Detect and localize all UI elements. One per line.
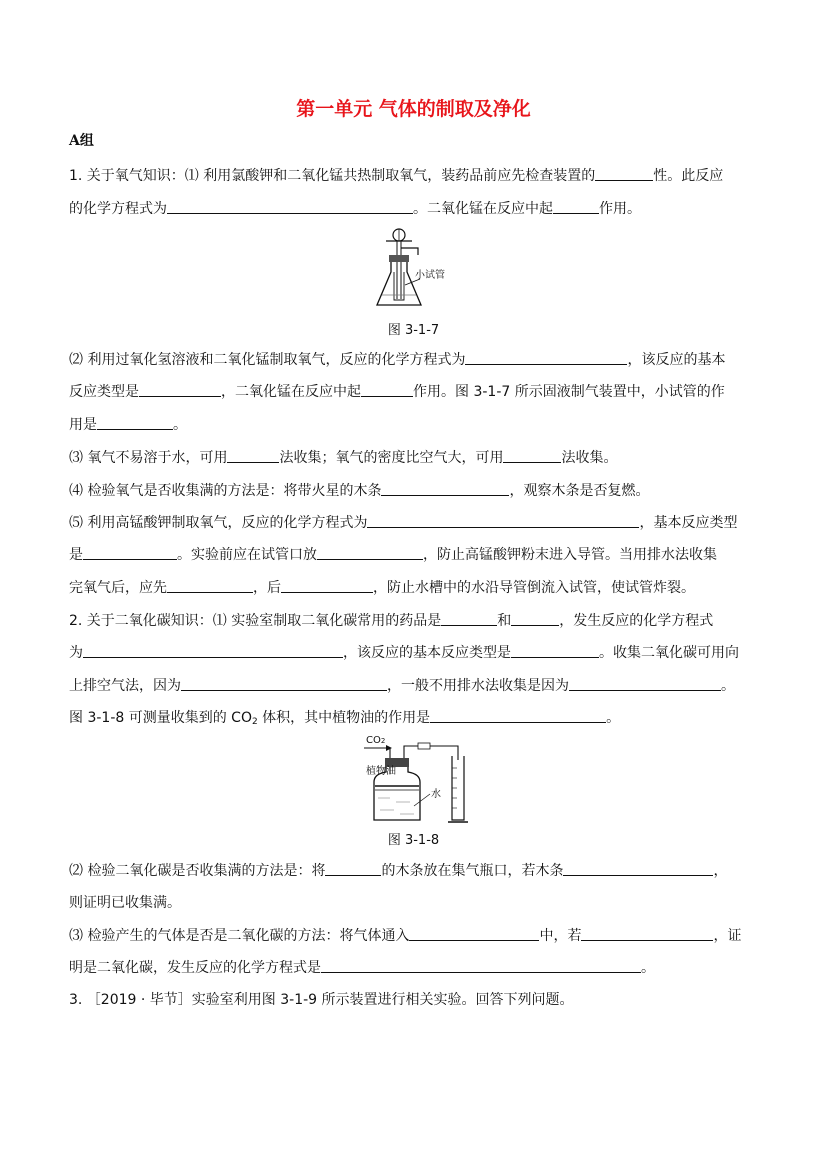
q1-line-4 [69,382,769,402]
answer-blank[interactable] [83,643,343,658]
small-test-tube [394,272,404,300]
q2-text: 为 [69,645,83,661]
q1-text: ，防止水槽中的水沿导管倒流入试管，使试管炸裂。 [373,580,695,596]
water-label: 水 [431,789,441,800]
q2-line-3 [69,676,769,696]
page-title: 第一单元 气体的制取及净化 [296,98,531,120]
answer-blank[interactable] [409,926,539,941]
q2-line-1 [69,611,769,631]
answer-blank[interactable] [321,958,641,973]
answer-blank[interactable] [503,448,561,463]
answer-blank[interactable] [553,199,599,214]
answer-blank[interactable] [83,545,177,560]
rubber-connector [418,743,430,749]
q1-text: ，二氧化锰在反应中起 [221,384,361,400]
answer-blank[interactable] [511,611,559,626]
q1-line-5 [69,415,769,435]
q1-line-7 [69,481,769,501]
small-test-tube-label: 小试管 [415,270,445,281]
co2-label: CO2 [366,735,386,746]
q2-text: 。收集二氧化碳可用向 [599,645,739,661]
q2-line-8 [69,958,769,978]
q1-text: ⑷ 检验氧气是否收集满的方法是：将带火星的木条 [69,483,382,499]
q1-text: 法收集；氧气的密度比空气大，可用 [279,450,504,466]
q2-text: 2. 关于二氧化碳知识：⑴ 实验室制取二氧化碳常用的药品是 [69,613,442,629]
q2-line-7 [69,926,769,946]
q2-line-6 [69,893,769,913]
answer-blank[interactable] [281,578,373,593]
q1-text: 法收集。 [561,450,618,466]
q2-text: 和 [497,613,512,629]
q1-text: 。实验前应在试管口放 [177,547,317,563]
q1-line-8 [69,513,769,533]
q1-text: 是 [69,547,83,563]
q2-text: 体积，其中植物油的作用是 [257,710,431,726]
q1-line-6 [69,448,769,468]
q1-text: 作用。图 3-1-7 所示固液制气装置中，小试管的作 [413,384,725,400]
q2-text: ⑵ 检验二氧化碳是否收集满的方法是：将 [69,863,326,879]
q2-text: ，该反应的基本反应类型是 [343,645,511,661]
q1-text: 。二氧化锰在反应中起 [413,201,553,217]
gas-volume-measurement-figure [360,734,472,826]
q1-text: 的化学方程式为 [69,201,167,217]
subscript: 2 [251,717,258,727]
q1-text: 1. 关于氧气知识：⑴ 利用氯酸钾和二氧化锰共热制取氧气，装药品前应先检查装置的 [69,168,596,184]
q3-line-1 [69,990,769,1010]
q1-text: ⑸ 利用高锰酸钾制取氧气，反应的化学方程式为 [69,515,368,531]
q2-text: 的木条放在集气瓶口，若木条 [381,863,564,879]
answer-blank[interactable] [181,676,387,691]
q3-text: 3. ［2019 · 毕节］实验室利用图 3-1-9 所示装置进行相关实验。回答下列问题。 [69,992,574,1008]
answer-blank[interactable] [581,926,713,941]
q2-text: 明是二氧化碳，发生反应的化学方程式是 [69,960,321,976]
q2-line-2 [69,643,769,663]
q2-line-5 [69,861,769,881]
q1-text: ，基本反应类型 [639,515,738,531]
answer-blank[interactable] [381,481,509,496]
q2-text: ，证 [713,928,742,944]
q1-text: ，后 [253,580,281,596]
q2-text: 。 [606,710,621,726]
q1-text: 性。此反应 [653,168,724,184]
answer-blank[interactable] [139,382,221,397]
q1-text: 完氧气后，应先 [69,580,167,596]
gas-inlet-arrow [386,745,392,751]
outlet-tube [404,746,458,766]
q2-text: 。 [721,678,735,694]
answer-blank[interactable] [167,199,413,214]
q1-line-3 [69,350,769,370]
vegetable-oil-label: 植物油 [366,766,396,777]
q2-text: 图 3-1-8 可测量收集到的 CO [69,710,252,726]
figure-caption: 图 3-1-7 [387,323,440,338]
q2-text: 。 [641,960,655,976]
q1-text: ⑶ 氧气不易溶于水，可用 [69,450,228,466]
q2-text: 则证明已收集满。 [69,895,181,911]
answer-blank[interactable] [367,513,639,528]
answer-blank[interactable] [430,708,606,723]
q1-text: 用是 [69,417,97,433]
figure-caption: 图 3-1-8 [387,833,440,848]
answer-blank[interactable] [97,415,173,430]
answer-blank[interactable] [227,448,279,463]
q1-text: 反应类型是 [69,384,139,400]
q1-text: 。 [173,417,187,433]
q2-text: ⑶ 检验产生的气体是否是二氧化碳的方法：将气体通入 [69,928,410,944]
q2-text: ， [713,863,728,879]
answer-blank[interactable] [317,545,423,560]
q2-text: 中，若 [539,928,582,944]
q1-line-9 [69,545,769,565]
q2-text: 上排空气法，因为 [69,678,181,694]
answer-blank[interactable] [361,382,413,397]
q1-text: ⑵ 利用过氧化氢溶液和二氧化锰制取氧气，反应的化学方程式为 [69,352,466,368]
group-heading: A组 [69,133,94,149]
q1-text: ，该反应的基本 [627,352,726,368]
answer-blank[interactable] [563,861,713,876]
stopper [389,255,409,262]
answer-blank[interactable] [167,578,253,593]
q2-line-4 [69,708,769,732]
delivery-tube [401,248,418,255]
answer-blank[interactable] [325,861,381,876]
q1-line-2 [69,199,769,219]
answer-blank[interactable] [511,643,599,658]
q1-text: ，防止高锰酸钾粉末进入导管。当用排水法收集 [423,547,717,563]
q2-text: ，发生反应的化学方程式 [559,613,714,629]
q1-line-1 [69,166,769,186]
answer-blank[interactable] [595,166,653,181]
q1-text: 作用。 [599,201,641,217]
answer-blank[interactable] [569,676,721,691]
q1-line-10 [69,578,769,598]
answer-blank[interactable] [465,350,627,365]
q1-text: ，观察木条是否复燃。 [509,483,650,499]
q2-text: ，一般不用排水法收集是因为 [387,678,569,694]
answer-blank[interactable] [441,611,497,626]
